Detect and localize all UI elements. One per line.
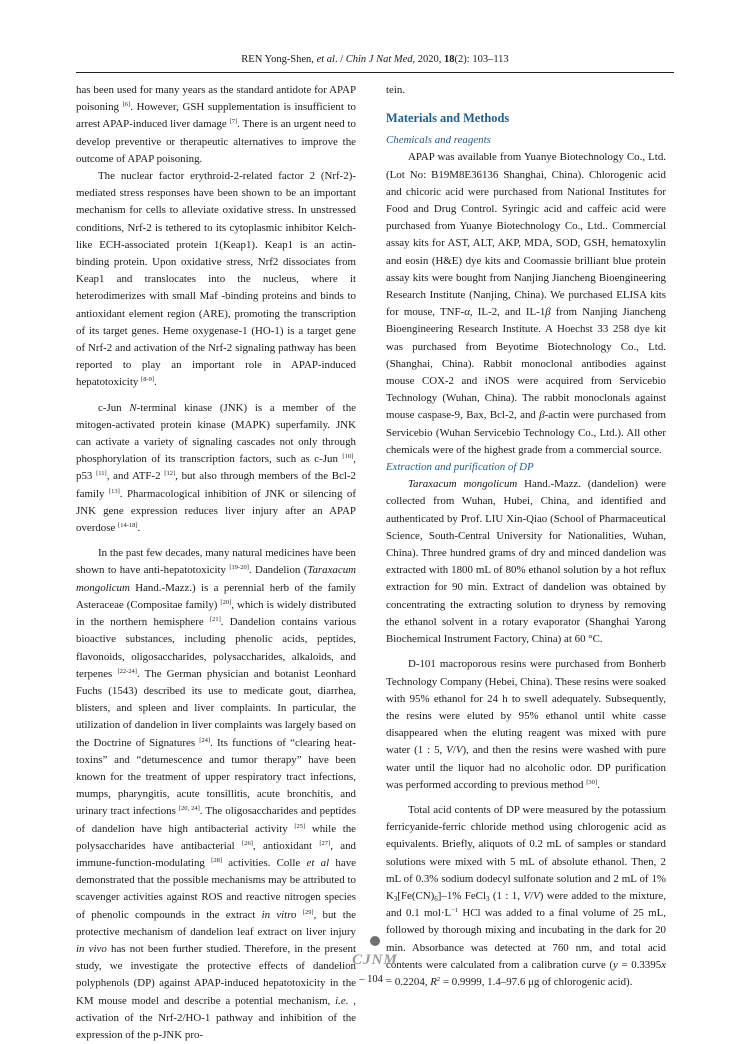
subheading-chemicals: Chemicals and reagents [386, 134, 491, 147]
journal-logo-icon [370, 936, 380, 946]
paragraph-nrf2: The nuclear factor erythroid-2-related factor 2 (Nrf-2)-mediated stress responses have been shown to be an important mechanism for cells to alleviate oxidative stress. In unstressed conditions, Nrf-2 is tethered to its cytoplasmic inhibitor Kelch-like ECH-associated protein 1(Keap1). Keap1 is an actin-binding protein. Upon oxidative stress, Nrf2 dissociates from Keap1 and translocates into the nucleus, where it heterodimerizes with small Maf -binding proteins and binds to antioxidant element region (ARE), promoting the transcription of its target genes. Heme oxygenase-1 (HO-1) is a target gene of Nrf-2 and activation of the Nrf-2 signaling pathway has been reported to play an important role in APAP-induced hepatotoxicity [8-9]. [76, 170, 356, 389]
paragraph-chemicals: APAP was available from Yuanye Biotechnology Co., Ltd. (Lot No: B19M8E36136 Shanghai, China). Chlorogenic acid and chicoric acid were purchased from National Institutes for Food and Drug Control. Syringic acid and caffeic acid were purchased from Yuanye Biotechnology Co., Ltd.. Commercial assay kits for AST, ALT, AKP, MDA, SOD, GSH, hematoxylin and eosin (H&E) dye kits and Coomassie brilliant blue protein assay kits were bought from Nanjing Jiancheng Bioengineering Research Institute (Nanjing, China). We purchased ELISA kits for mouse, TNF-α, IL-2, and IL-1β from Nanjing Jiancheng Bioengineering Research Institute. A Hoechst 33 258 dye kit was purchased from Beyotime Biotechnology Co., Ltd. (Shanghai, China). Rabbit monoclonal antibodies against mouse COX-2 and iNOS were acquired from Servicebio Technology (Wuhan, China). The rabbit monoclonals against mouse caspase-9, Bax, Bcl-2, and β-actin were purchased from Servicebio (Wuhan Servicebio Technology Co., Ltd.). All other chemicals were of the highest grade from a commercial source. [386, 151, 666, 456]
paragraph-resins: D-101 macroporous resins were purchased from Bonherb Technology Company (Hebei, China). These resins were soaked with 95% ethanol for 24 h to swell adequately. Subsequently, the resins were eluted by 95% ethanol until white casse disappeared when the eluting reagent was mixed with pure water (1 : 5, V/V), and then the resins were washed with pure water until the liquor had no alcoholic odor. DP purification was performed according to previous method [30]. [386, 658, 667, 791]
paragraph-extraction: Taraxacum mongolicum Hand.-Mazz. (dandelion) were collected from Wuhan, Hubei, China, and identified and authenticated by Prof. LIU Xin-Qiao (School of Pharmaceutical Science, South-Central University for Nationalities, Wuhan, China). Three hundred grams of dry and minced dandelion was extracted with 1800 mL of 80% ethanol solution by a hot reflux extraction for 90 min. Extract of dandelion was obtained by concentrating the extracting solution to dryness by removing the ethanol solvent in a rotary evaporator (Shanghai Yarong Biochemical Instrument Factory, China) at 60 °C. [386, 478, 666, 646]
paragraph-dandelion: In the past few decades, many natural medicines have been shown to have anti-hepatotoxicity [19-20]. Dandelion (Taraxacum mongolicum Hand.-Mazz.) is a perennial herb of the family Asteraceae (Compositae family) [20], which is widely distributed in the northern hemisphere [21]. Dandelion contains various bioactive substances, including phenolic acids, peptides, flavonoids, oligosaccharides, polysaccharides, alkaloids, and terpenes [22-24]. The German physician and botanist Leonhard Fuchs (1543) described its use to medicate gout, diarrhea, blisters, and spleen and liver complaints. In particular, the utilization of dandelion in liver complaints was largely based on the Doctrine of Signatures [24]. Its functions of “clearing heat-toxins” and “detumescence and tumor therapy” have been known for the treatment of upper respiratory tract infections, mumps, pharyngitis, acute tonsillitis, acute bronchitis, and urinary tract infections [20, 24]. The oligosaccharides and peptides of dandelion have high antibacterial activity [25] while the polysaccharides have antibacterial [26], antioxidant [27], and immune-function-modulating [28] activities. Colle et al have demonstrated that the possible mechanisms may be attributed to scavenger activities against ROS and reactive nitrogen species of phenolic compounds in the extract in vitro [29], but the protective mechanism of dandelion leaf extract on liver injury in vivo has not been further studied. Therefore, in the present study, we investigate the protective effects of dandelion polyphenols (DP) against APAP-induced hepatotoxicity in the KM mouse model and describe a potential mechanism, i.e. , activation of the Nrf-2/HO-1 pathway and inhibition of the expression of the p-JNK pro- [76, 547, 357, 1041]
paragraph-total-acid: Total acid contents of DP were measured by the potassium ferricyanide-ferric chloride method using chlorogenic acid as equivalents. Briefly, aliquots of 0.2 mL of samples or standard solutions were mixed with 5 mL of absolute ethanol. Then, 2 mL of 0.3% sodium dodecyl sulfonate solution and 2 mL of 1% $K_3[Fe(CN)_6]-1\%$ FeCl$_3$ (1 : 1, V/V) were added to the mixture, and 0.1 $mol\cdot L^{-1}$ HCl was added to a final volume of 25 mL, followed by thorough mixing and incubating in the dark for 20 min. Absorbance was detected at 760 nm, and total acid contents were calculated from a calibration curve (y = 0.3395x − 0.2204, $R^2 = 0.9999$, 1.4–97.6 μg of chlorogenic acid). [386, 803, 666, 988]
left-column [76, 82, 356, 1044]
section-heading-materials-methods: Materials and Methods [386, 111, 510, 126]
page-footer [0, 936, 750, 985]
page-number: – 104 – [359, 974, 391, 985]
paragraph-continuation: tein. [386, 84, 406, 96]
subheading-extraction: Extraction and purification of DP [386, 461, 534, 474]
paragraph-jnk: c-Jun N-terminal kinase (JNK) is a member of the mitogen-activated protein kinase (MAPK) superfamily. JNK can activate a variety of signaling cascades not only through phosphorylation of its transcription factors, such as c-Jun [10], p53 [11], and ATF-2 [12], but also through members of the Bcl-2 family [13]. Pharmacological inhibition of JNK or silencing of JNK gene expression reduces liver injury after an APAP overdose [14-18]. [76, 401, 357, 535]
paragraph-antidote: has been used for many years as the standard antidote for APAP poisoning [6]. However, GSH supplementation is insufficient to arrest APAP-induced liver damage [7]. There is an urgent need to develop preventive or therapeutic alternatives to improve the outcome of APAP poisoning. [76, 84, 356, 165]
running-head: REN Yong-Shen, et al. / Chin J Nat Med, 2020, 18(2): 103–113 [241, 54, 509, 65]
header-rule [76, 72, 674, 73]
journal-logo: CJNM [352, 952, 398, 968]
right-column [386, 82, 666, 991]
